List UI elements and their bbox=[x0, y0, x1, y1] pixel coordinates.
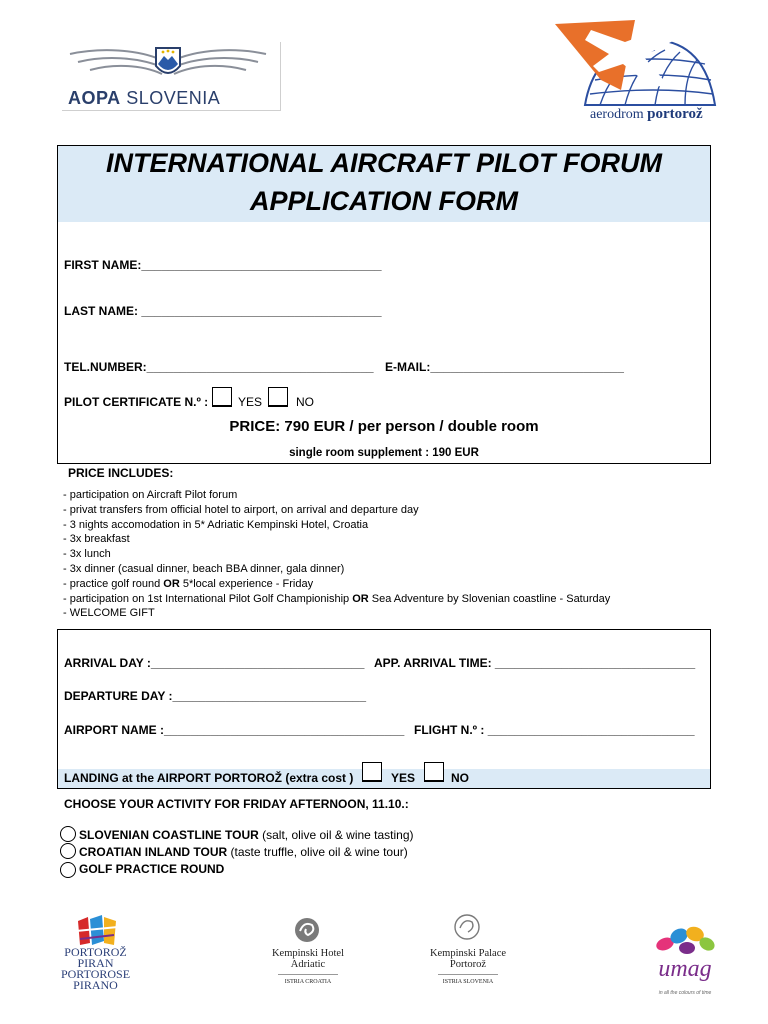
list-item: - WELCOME GIFT bbox=[63, 607, 155, 620]
portoroz-flag-icon bbox=[72, 915, 122, 949]
arrival-time-field[interactable]: APP. ARRIVAL TIME: ______________________________ bbox=[374, 656, 696, 670]
first-name-field[interactable]: FIRST NAME:____________________________________ bbox=[64, 258, 382, 272]
portoroz-line2: PIRAN bbox=[77, 956, 114, 970]
list-item-championship: - participation on 1st International Pilot Golf Championiship OR Sea Adventure by Slovenian coastline - Saturday bbox=[63, 592, 611, 605]
landing-yes-checkbox[interactable] bbox=[362, 762, 382, 782]
umag-logo bbox=[645, 922, 725, 1007]
activity-option-coastline: SLOVENIAN COASTLINE TOUR (salt, olive oil & wine tasting) bbox=[79, 828, 414, 842]
activity-radio-inland[interactable] bbox=[60, 843, 76, 859]
umag-name: umag bbox=[658, 956, 712, 982]
departure-day-field[interactable]: DEPARTURE DAY :_____________________________ bbox=[64, 689, 367, 703]
umag-tagline: in all the colours of time bbox=[658, 990, 712, 996]
list-item: - 3x dinner (casual dinner, beach BBA dinner, gala dinner) bbox=[63, 562, 345, 575]
aerodrom-portoroz-text: aerodrom portorož bbox=[590, 106, 703, 122]
activity-radio-golf[interactable] bbox=[60, 862, 76, 878]
landing-no-checkbox[interactable] bbox=[424, 762, 444, 782]
flight-number-field[interactable]: FLIGHT N.º : _______________________________ bbox=[414, 723, 695, 737]
pilot-certificate-label: PILOT CERTIFICATE N.º : bbox=[64, 395, 209, 409]
kempinski-palace-line1: Kempinski Palace bbox=[429, 948, 507, 959]
plane-globe-icon bbox=[555, 20, 725, 110]
kempinski-adriatic-sub: ISTRIA CROATIA bbox=[278, 974, 338, 988]
form-title-line2: APPLICATION FORM bbox=[250, 186, 518, 216]
activity-option-golf: GOLF PRACTICE ROUND bbox=[79, 862, 225, 876]
list-item-golf: - practice golf round OR 5*local experience - Friday bbox=[63, 577, 314, 590]
kempinski-palace-sub: ISTRIA SLOVENIA bbox=[438, 974, 498, 988]
price-text: PRICE: 790 EUR / per person / double room bbox=[229, 418, 539, 435]
list-item: - participation on Aircraft Pilot forum bbox=[63, 489, 238, 501]
kempinski-palace-line2: Portorož bbox=[449, 959, 487, 970]
form-title-line1: INTERNATIONAL AIRCRAFT PILOT FORUM bbox=[106, 148, 662, 178]
list-item: - 3x breakfast bbox=[63, 533, 130, 546]
kempinski-adriatic-line1: Kempinski Hotel bbox=[271, 948, 345, 959]
landing-yes-label: YES bbox=[391, 771, 416, 785]
kempinski-swirl-icon bbox=[292, 915, 322, 945]
portoroz-line3: PORTOROSE bbox=[60, 967, 131, 981]
activity-option-inland: CROATIAN INLAND TOUR (taste truffle, olive oil & wine tour) bbox=[79, 845, 408, 859]
list-item: - 3x lunch bbox=[63, 548, 111, 561]
kempinski-adriatic-logo bbox=[258, 915, 358, 995]
activity-radio-coastline[interactable] bbox=[60, 826, 76, 842]
arrival-day-field[interactable]: ARRIVAL DAY :________________________________ bbox=[64, 656, 365, 670]
email-field[interactable]: E-MAIL:_____________________________ bbox=[385, 360, 624, 374]
kempinski-palace-logo bbox=[418, 910, 518, 995]
kempinski-adriatic-line2: Adriatic bbox=[290, 959, 326, 970]
portoroz-line4: PIRANO bbox=[73, 978, 118, 992]
activity-title: CHOOSE YOUR ACTIVITY FOR FRIDAY AFTERNOON, 11.10.: bbox=[64, 797, 409, 811]
last-name-field[interactable]: LAST NAME: ____________________________________ bbox=[64, 304, 382, 318]
list-item: - 3 nights accomodation in 5* Adriatic Kempinski Hotel, Croatia bbox=[63, 518, 369, 531]
aopa-logo-text: AOPA SLOVENIA bbox=[68, 88, 221, 108]
pilot-certificate-no-checkbox[interactable] bbox=[268, 387, 288, 407]
tel-number-field[interactable]: TEL.NUMBER:__________________________________ bbox=[64, 360, 374, 374]
winged-shield-icon bbox=[68, 44, 268, 84]
travel-details-box bbox=[57, 629, 711, 789]
price-includes-title: PRICE INCLUDES: bbox=[68, 466, 174, 480]
portoroz-piran-logo bbox=[38, 915, 153, 995]
airport-name-field[interactable]: AIRPORT NAME :____________________________________ bbox=[64, 723, 405, 737]
portoroz-line1: PORTOROŽ bbox=[64, 945, 127, 959]
landing-no-label: NO bbox=[451, 771, 469, 785]
landing-label: LANDING at the AIRPORT PORTOROŽ (extra cost ) bbox=[64, 771, 354, 785]
pilot-certificate-no-label: NO bbox=[296, 395, 314, 409]
kempinski-circle-icon bbox=[450, 910, 484, 944]
pilot-certificate-yes-checkbox[interactable] bbox=[212, 387, 232, 407]
single-room-supplement: single room supplement : 190 EUR bbox=[289, 447, 479, 459]
price-includes-list bbox=[63, 488, 610, 621]
pilot-certificate-yes-label: YES bbox=[238, 395, 263, 409]
list-item: - privat transfers from official hotel to airport, on arrival and departure day bbox=[63, 503, 419, 516]
